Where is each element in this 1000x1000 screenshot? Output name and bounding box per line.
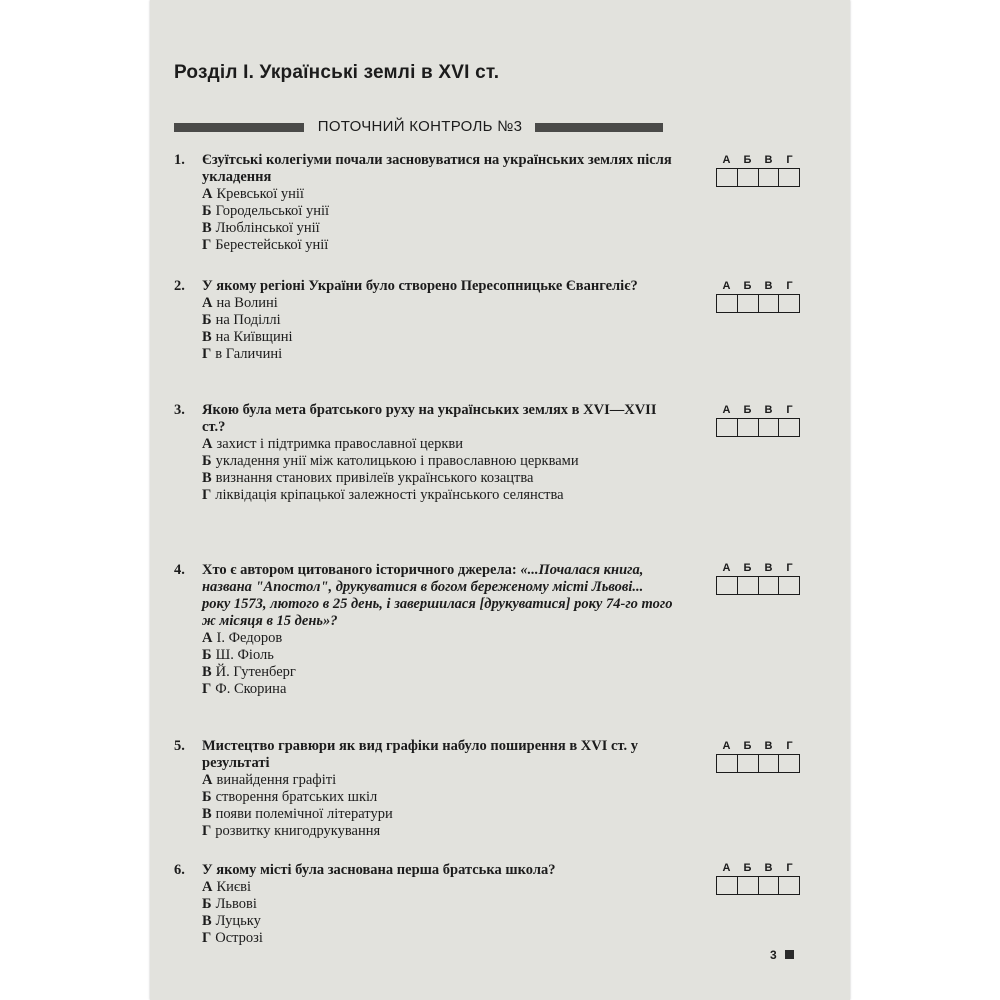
answer-box [738,419,759,436]
answer-box [717,577,738,594]
question-stem: Якою була мета братського руху на українських землях в XVI—XVII ст.? [202,402,657,435]
answer-letters: А Б В Г [722,862,793,874]
answer-box [738,577,759,594]
answer-box [779,877,799,894]
answer-box [759,295,780,312]
answer-box [779,577,799,594]
option-a[interactable]: А І. Федоров [202,630,283,646]
answer-box [759,169,780,186]
banner-bar-right [535,123,663,132]
option-a[interactable]: А захист і підтримка православної церкви [202,436,463,452]
answer-box [759,419,780,436]
banner-title: ПОТОЧНИЙ КОНТРОЛЬ №3 [317,118,523,135]
option-g[interactable]: Г Острозі [202,930,263,946]
answer-boxes[interactable] [716,294,800,313]
answer-box [759,755,780,772]
answer-box [738,169,759,186]
answer-grid-4 [716,562,800,595]
answer-letters: А Б В Г [722,280,793,292]
option-v[interactable]: В появи полемічної літератури [202,806,393,822]
option-b[interactable]: Б Городельської унії [202,203,330,219]
answer-letters: А Б В Г [722,740,793,752]
answer-letters: А Б В Г [722,154,793,166]
answer-grid-6 [716,862,800,895]
option-a[interactable]: А Києві [202,879,252,895]
answer-grid-5 [716,740,800,773]
test-banner [174,118,663,136]
answer-box [779,295,799,312]
answer-grid-1 [716,154,800,187]
option-g[interactable]: Г ліквідація кріпацької залежності українського селянства [202,487,564,503]
option-b[interactable]: Б Ш. Фіоль [202,647,274,663]
option-a[interactable]: А на Волині [202,295,278,311]
question-2 [174,278,674,363]
answer-box [759,577,780,594]
answer-box [738,295,759,312]
question-stem: Єзуїтські колегіуми почали засновуватися на українських землях після укладення [202,152,672,185]
answer-letters: А Б В Г [722,404,793,416]
option-v[interactable]: В Люблінської унії [202,220,320,236]
question-stem: У якому місті була заснована перша братська школа? [202,862,556,878]
question-stem: Хто є автором цитованого історичного джерела: «...Почалася книга, названа "Апостол", друкуватися в богом береженому місті Львові... року 1573, лютого в 25 день, і завершилася [друкуватися] року 74-го того ж місяця в 15 день»? [202,562,673,629]
answer-boxes[interactable] [716,876,800,895]
answer-letters: А Б В Г [722,562,793,574]
option-g[interactable]: Г розвитку книгодрукування [202,823,381,839]
answer-grid-3 [716,404,800,437]
answer-box [717,169,738,186]
banner-bar-left [174,123,304,132]
option-b[interactable]: Б на Поділлі [202,312,281,328]
option-a[interactable]: А Кревської унії [202,186,304,202]
answer-box [779,169,799,186]
question-3 [174,402,674,504]
question-number: 6. [174,862,185,878]
question-stem: У якому регіоні України було створено Пересопницьке Євангеліє? [202,278,638,294]
answer-box [738,877,759,894]
answer-box [779,419,799,436]
answer-box [779,755,799,772]
question-4 [174,562,674,698]
source-quote: «...Почалася книга, названа "Апостол", друкуватися в богом береженому місті Львові... року 1573, лютого в 25 день, і завершилася [друкуватися] року 74-го того ж місяця в 15 день»? [202,562,673,629]
question-number: 3. [174,402,185,418]
question-stem: Мистецтво гравюри як вид графіки набуло поширення в XVI ст. у результаті [202,738,638,771]
answer-box [717,877,738,894]
question-6 [174,862,674,947]
answer-boxes[interactable] [716,168,800,187]
option-b[interactable]: Б створення братських шкіл [202,789,378,805]
page-number: 3 [770,948,777,962]
answer-grid-2 [716,280,800,313]
option-g[interactable]: Г Ф. Скорина [202,681,287,697]
option-g[interactable]: Г в Галичині [202,346,283,362]
answer-box [717,755,738,772]
option-v[interactable]: В Луцьку [202,913,261,929]
answer-boxes[interactable] [716,754,800,773]
question-number: 2. [174,278,185,294]
option-b[interactable]: Б укладення унії між католицькою і православною церквами [202,453,579,469]
option-g[interactable]: Г Берестейської унії [202,237,329,253]
option-v[interactable]: В Й. Гутенберг [202,664,296,680]
question-number: 1. [174,152,185,168]
question-5 [174,738,674,840]
section-title: Розділ І. Українські землі в XVI ст. [174,62,500,83]
answer-box [717,295,738,312]
question-number: 4. [174,562,185,578]
answer-box [738,755,759,772]
answer-boxes[interactable] [716,418,800,437]
option-a[interactable]: А винайдення графіті [202,772,337,788]
answer-boxes[interactable] [716,576,800,595]
option-b[interactable]: Б Львові [202,896,257,912]
question-number: 5. [174,738,185,754]
page-marker-square [785,950,794,959]
option-v[interactable]: В на Київщині [202,329,293,345]
question-1 [174,152,674,254]
answer-box [759,877,780,894]
answer-box [717,419,738,436]
option-v[interactable]: В визнання станових привілеїв українського козацтва [202,470,534,486]
